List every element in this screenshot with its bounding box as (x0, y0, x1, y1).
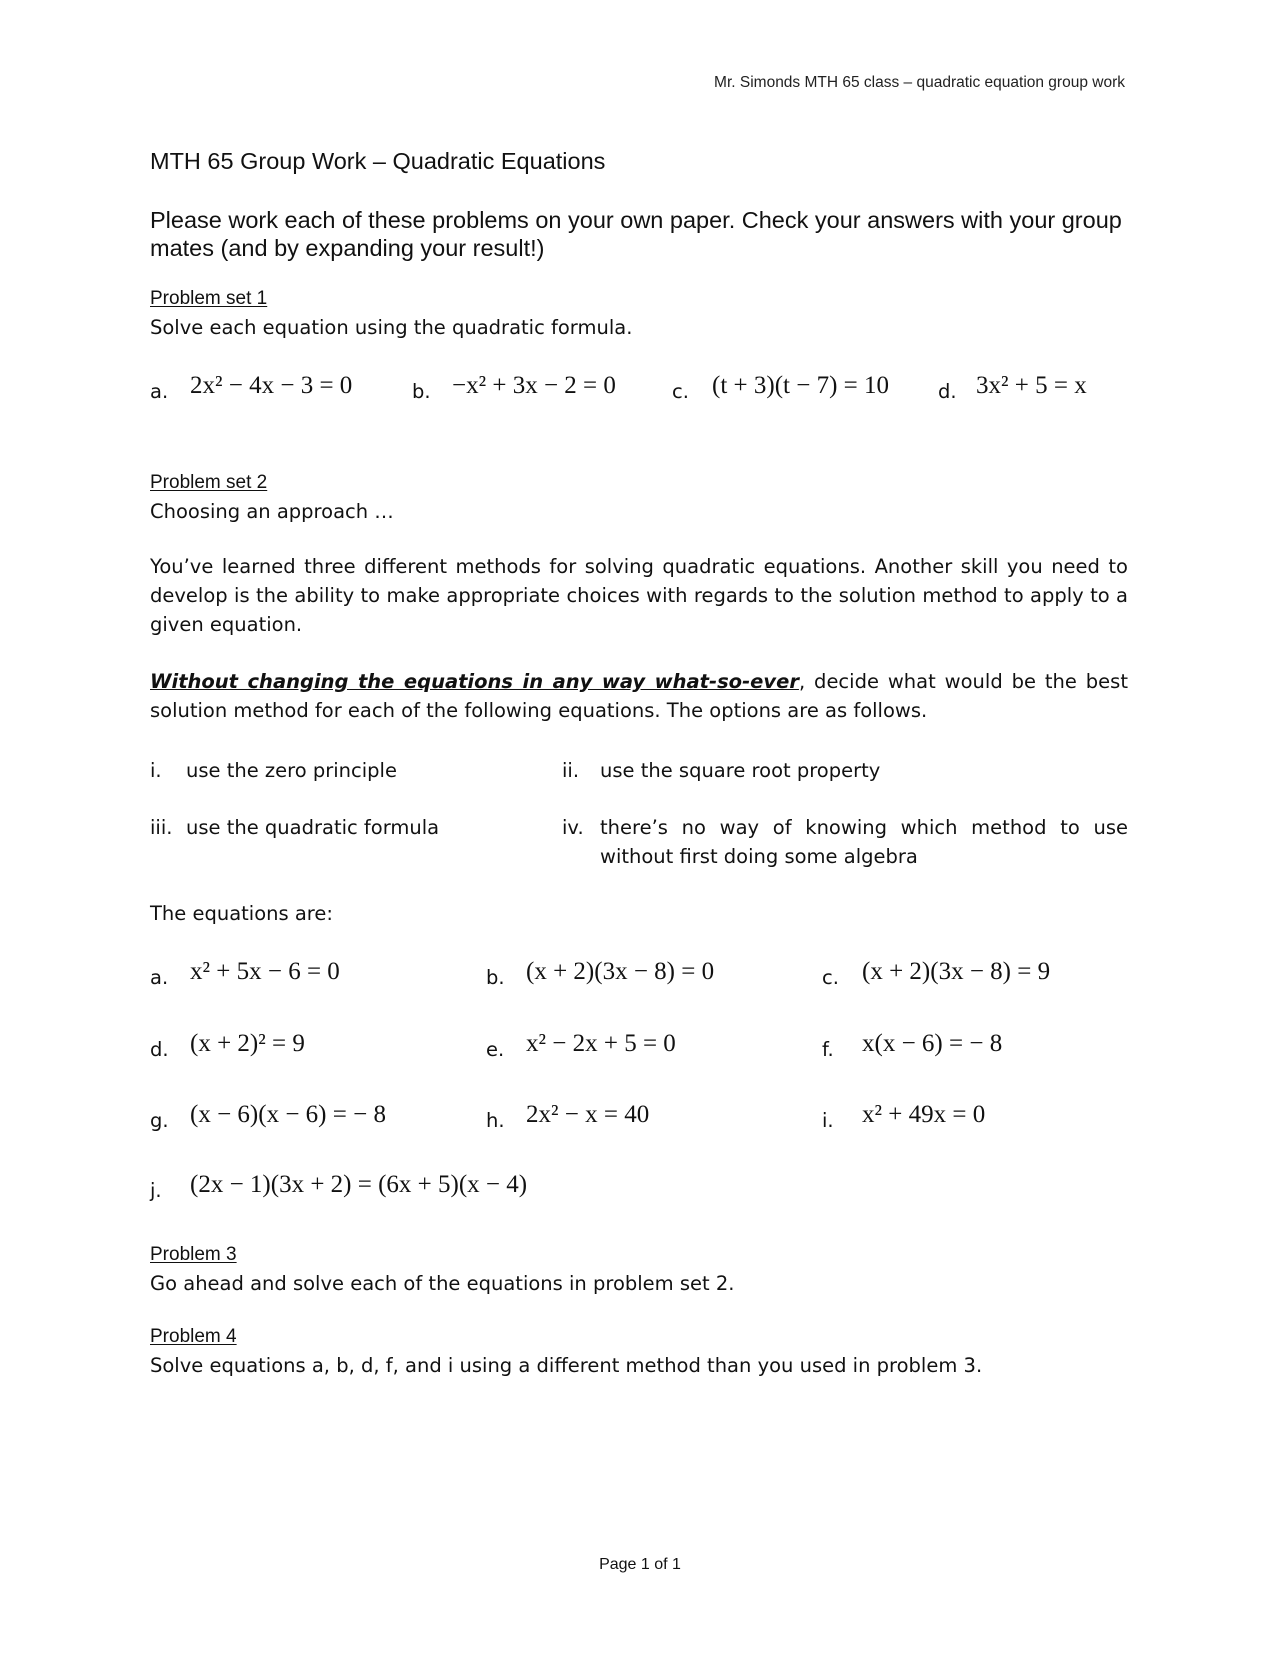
page-header: Mr. Simonds MTH 65 class – quadratic equation group work (714, 74, 1125, 91)
equation-a: x² + 5x − 6 = 0 (190, 958, 340, 985)
option-text-iii: use the quadratic formula (186, 816, 440, 839)
problem-set-2-subtitle: Choosing an approach … (150, 500, 394, 523)
intro-text: Please work each of these problems on your own paper. Check your answers with your group mates (and by expanding your result!) (150, 207, 1122, 261)
equation-j: (2x − 1)(3x + 2) = (6x + 5)(x − 4) (190, 1171, 528, 1198)
problem-4-text: Solve equations a, b, d, f, and i using a different method than you used in problem 3. (150, 1354, 983, 1377)
option-text-ii: use the square root property (600, 759, 881, 782)
set1-equation-a: 2x² − 4x − 3 = 0 (190, 372, 353, 399)
eq-label-a: a. (150, 966, 169, 989)
problem-set-1-heading: Problem set 1 (150, 288, 268, 309)
option-text-i: use the zero principle (186, 759, 397, 782)
equation-f: x(x − 6) = − 8 (862, 1030, 1003, 1057)
equations-intro: The equations are: (150, 902, 333, 925)
equation-g: (x − 6)(x − 6) = − 8 (190, 1101, 386, 1128)
set1-equation-c: (t + 3)(t − 7) = 10 (712, 372, 889, 399)
set1-label-b: b. (412, 380, 431, 403)
eq-label-j: j. (150, 1179, 162, 1202)
eq-label-f: f. (822, 1038, 834, 1061)
option-label-iv: iv. (562, 816, 584, 839)
option-text-iv: there’s no way of knowing which method to use without first doing some algebra (600, 816, 1128, 868)
eq-label-i: i. (822, 1109, 834, 1132)
problem-set-1-instruction: Solve each equation using the quadratic formula. (150, 316, 633, 339)
equation-h: 2x² − x = 40 (526, 1101, 650, 1128)
problem-3-text: Go ahead and solve each of the equations in problem set 2. (150, 1272, 735, 1295)
problem-3-heading: Problem 3 (150, 1244, 237, 1265)
equation-e: x² − 2x + 5 = 0 (526, 1030, 676, 1057)
set1-equation-b: −x² + 3x − 2 = 0 (452, 372, 616, 399)
eq-label-d: d. (150, 1038, 169, 1061)
eq-label-e: e. (486, 1038, 505, 1061)
eq-label-g: g. (150, 1109, 169, 1132)
problem-set-2-heading: Problem set 2 (150, 472, 268, 493)
equation-b: (x + 2)(3x − 8) = 0 (526, 958, 715, 985)
equation-c: (x + 2)(3x − 8) = 9 (862, 958, 1051, 985)
set1-label-c: c. (672, 380, 689, 403)
option-label-iii: iii. (150, 816, 173, 839)
emphasis-text: Without changing the equations in any way what-so-ever (150, 670, 799, 693)
option-label-ii: ii. (562, 759, 580, 782)
equation-i: x² + 49x = 0 (862, 1101, 986, 1128)
eq-label-c: c. (822, 966, 839, 989)
set1-label-a: a. (150, 380, 169, 403)
page-footer: Page 1 of 1 (599, 1556, 681, 1573)
options-paragraph-rest: , decide what would be the best solution method for each of the following equations. The options are as follows. (150, 670, 1128, 722)
option-label-i: i. (150, 759, 162, 782)
set1-equation-d: 3x² + 5 = x (976, 372, 1087, 399)
set1-label-d: d. (938, 380, 957, 403)
equation-d: (x + 2)² = 9 (190, 1030, 305, 1057)
problem-4-heading: Problem 4 (150, 1326, 237, 1347)
methods-paragraph: You’ve learned three different methods for solving quadratic equations. Another skill you need to develop is the ability to make appropriate choices with regards to the solution method to apply to a given equation. (150, 555, 1128, 636)
eq-label-h: h. (486, 1109, 505, 1132)
options-paragraph (150, 667, 1128, 725)
eq-label-b: b. (486, 966, 505, 989)
page-title: MTH 65 Group Work – Quadratic Equations (150, 148, 606, 174)
